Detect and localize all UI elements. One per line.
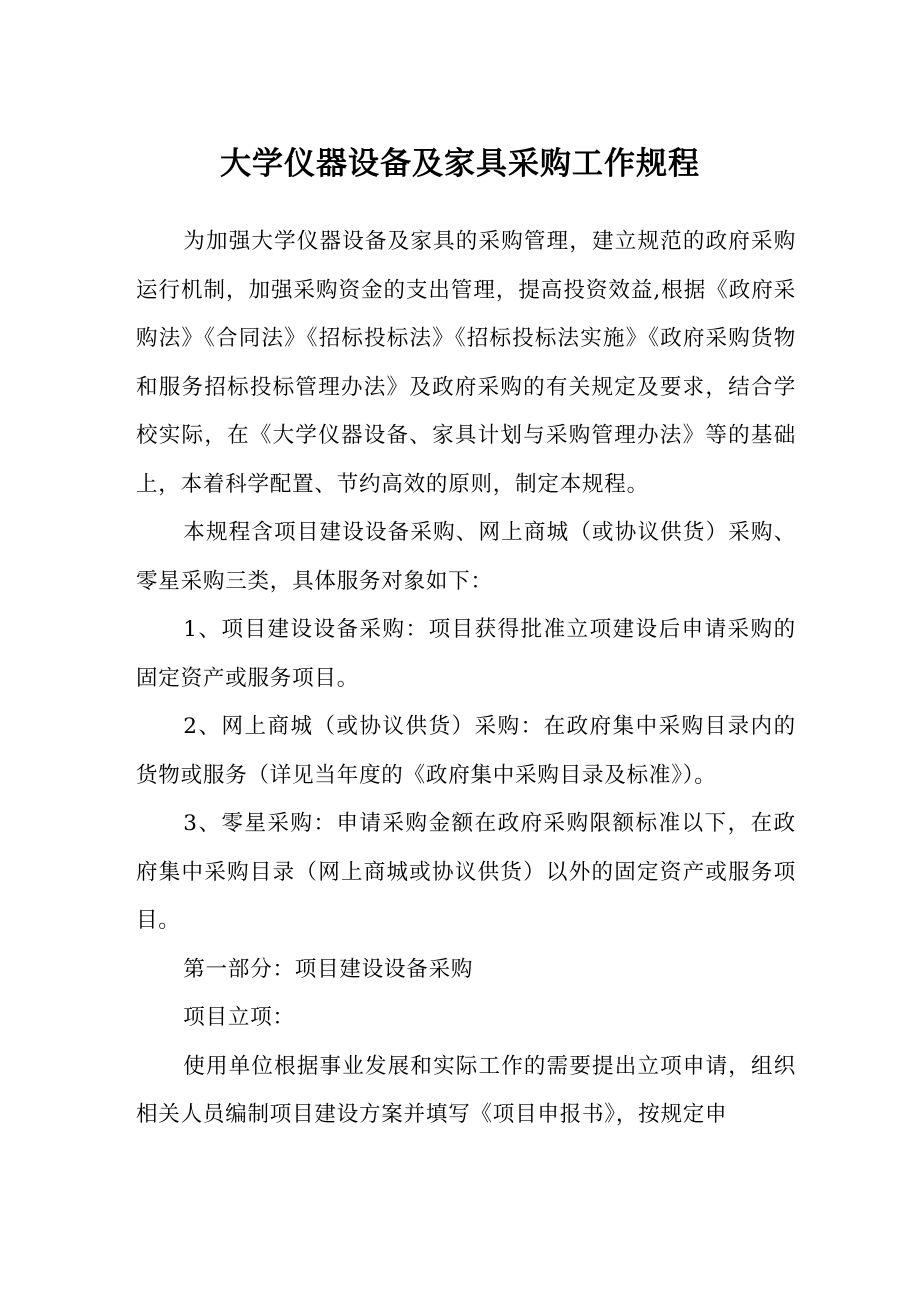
paragraph-approval-body: 使用单位根据事业发展和实际工作的需要提出立项申请，组织相关人员编制项目建设方案并填写《项目申报书》，按规定申 bbox=[136, 1053, 796, 1127]
document-body bbox=[136, 218, 796, 1140]
document-title: 大学仪器设备及家具采购工作规程 bbox=[220, 146, 700, 182]
section-heading-part-one: 第一部分：项目建设设备采购 bbox=[183, 956, 474, 982]
paragraph-item-2: 2、网上商城（或协议供货）采购：在政府集中采购目录内的货物或服务（详见当年度的《政府集中采购目录及标准》）。 bbox=[136, 714, 796, 788]
paragraph-scope: 本规程含项目建设设备采购、网上商城（或协议供货）采购、零星采购三类，具体服务对象如下： bbox=[136, 520, 796, 594]
paragraph-item-1: 1、项目建设设备采购：项目获得批准立项建设后申请采购的固定资产或服务项目。 bbox=[136, 617, 796, 691]
paragraph-item-3: 3、零星采购：申请采购金额在政府采购限额标准以下，在政府集中采购目录（网上商城或协议供货）以外的固定资产或服务项目。 bbox=[136, 811, 796, 933]
paragraph-intro: 为加强大学仪器设备及家具的采购管理，建立规范的政府采购运行机制，加强采购资金的支出管理，提高投资效益,根据《政府采购法》《合同法》《招标投标法》《招标投标法实施》《政府采购货物和服务招标投标管理办法》及政府采购的有关规定及要求，结合学校实际，在《大学仪器设备、家具计划与采购管理办法》等的基础上，本着科学配置、节约高效的原则，制定本规程。 bbox=[136, 229, 796, 497]
subheading-project-approval: 项目立项： bbox=[183, 1005, 295, 1030]
